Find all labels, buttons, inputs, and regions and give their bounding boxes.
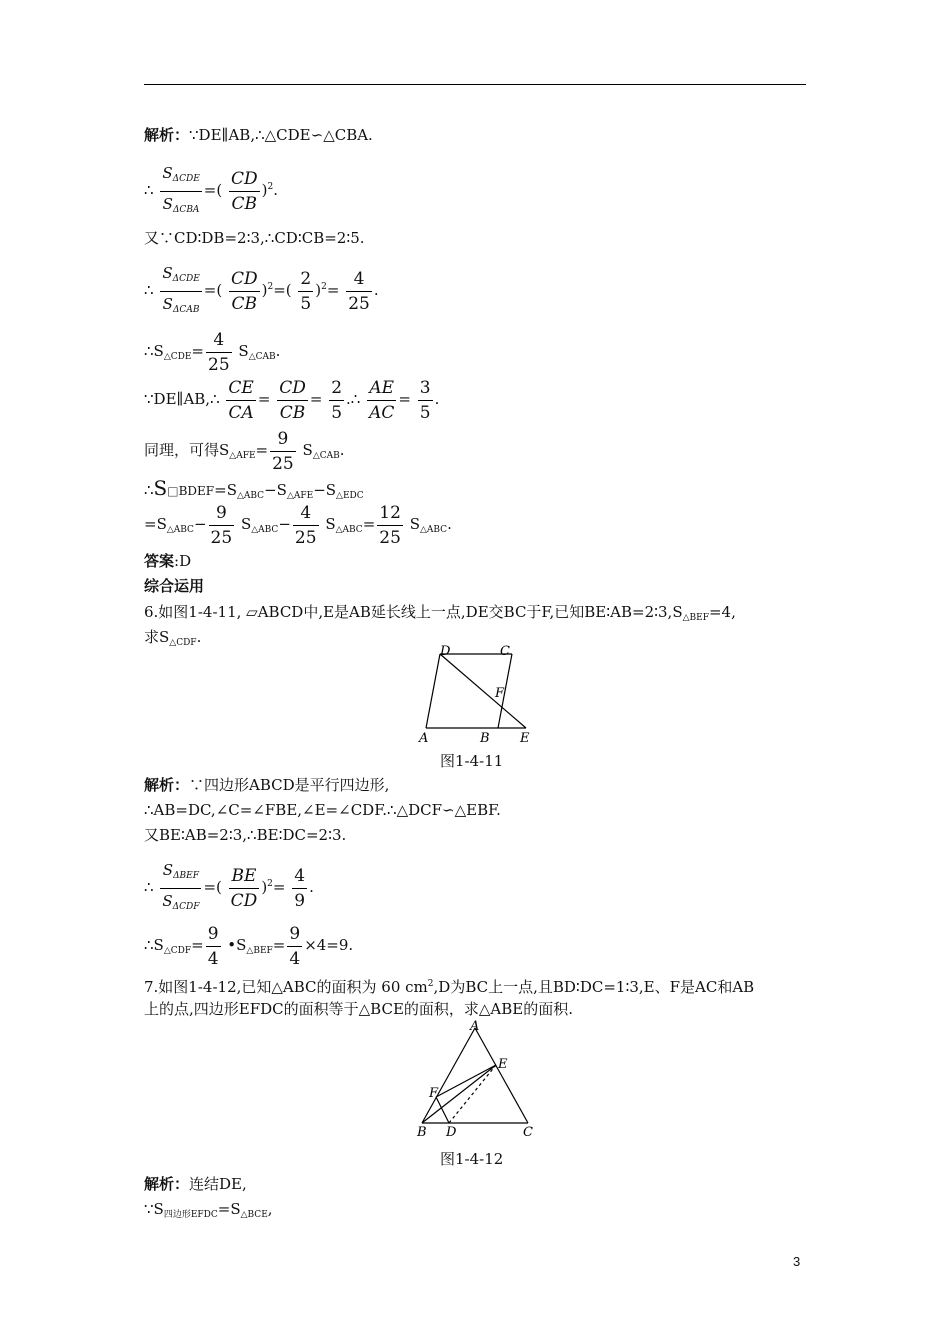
header-rule: [144, 84, 806, 85]
label-d: D: [446, 1125, 457, 1140]
denominator: AC: [369, 402, 395, 423]
fraction: [377, 503, 403, 548]
text: .: [447, 515, 452, 533]
fraction: [329, 378, 344, 423]
text: ×4=9.: [304, 936, 354, 954]
s: S: [162, 263, 173, 282]
solution-6-line-5: [144, 918, 353, 978]
fraction: [293, 503, 319, 548]
text: =S: [144, 515, 167, 533]
exponent: 2: [267, 282, 274, 292]
exponent: 2: [321, 282, 327, 292]
page-number: 3: [793, 1254, 801, 1269]
text: ,: [267, 1200, 273, 1218]
label-c: C: [500, 644, 510, 659]
sub: △AFE: [286, 491, 314, 501]
fraction: [292, 866, 307, 911]
figure-triangle: [412, 1018, 542, 1142]
text: ): [261, 281, 268, 299]
label-b: B: [417, 1125, 427, 1140]
fraction: [287, 924, 302, 969]
sub: △AFE: [229, 451, 256, 461]
label-f: F: [429, 1086, 439, 1101]
label-d: D: [440, 644, 451, 659]
text: .: [273, 181, 278, 199]
text: =: [326, 281, 340, 299]
numerator: AE: [367, 378, 396, 401]
numerator: CD: [229, 269, 260, 292]
text: 7.如图1-4-12,已知△ABC的面积为 60 cm: [144, 978, 428, 996]
text: •S: [227, 936, 247, 954]
s: S: [162, 294, 173, 313]
text: S: [409, 515, 420, 533]
numerator: 2: [298, 269, 313, 292]
sub: △ABC: [335, 525, 363, 535]
question-7-line-2: 上的点,四边形EFDC的面积等于△BCE的面积，求△ABE的面积.: [144, 1000, 574, 1018]
text: =S: [214, 481, 237, 499]
fraction: [160, 263, 201, 320]
s: S: [162, 163, 173, 182]
sub: △BCE: [240, 1210, 268, 1220]
question-6-line-2: [144, 627, 201, 653]
text: =: [257, 390, 271, 408]
denominator: 25: [294, 527, 317, 548]
figure-caption: 图1-4-11: [440, 752, 504, 770]
numerator: 9: [287, 924, 302, 947]
text: =: [191, 342, 204, 360]
solution-6-line-1: [144, 775, 389, 795]
text: ∵S: [144, 1200, 164, 1218]
text: ∴S: [144, 936, 164, 954]
text: =(: [273, 281, 292, 299]
text: =(: [203, 181, 223, 199]
sub: △CAB: [248, 352, 276, 362]
text: S: [153, 476, 168, 500]
equation-line-2: [144, 160, 278, 220]
sub: ΔCAB: [172, 304, 200, 315]
fraction: [206, 924, 221, 969]
text: =: [362, 515, 376, 533]
numerator: 9: [270, 429, 296, 452]
text: S: [325, 515, 336, 533]
sub: △CDF: [169, 638, 197, 648]
denominator: 5: [300, 293, 312, 314]
text: ): [261, 181, 268, 199]
numerator: CD: [277, 378, 308, 401]
label-e: E: [498, 1057, 508, 1072]
fraction: [229, 269, 260, 314]
numerator: 4: [346, 269, 372, 292]
answer-value: :D: [174, 552, 192, 570]
solution-7-line-1: [144, 1174, 247, 1194]
text: ,D为BC上一点,且BD∶DC=1∶3,E、F是AC和AB: [433, 978, 755, 996]
equation-line-4: [144, 260, 379, 320]
numerator: 4: [292, 866, 307, 889]
solution-line-3: [144, 228, 365, 248]
denominator: CB: [231, 293, 258, 314]
text: .: [373, 281, 379, 299]
denominator: 5: [331, 402, 343, 423]
text: .: [434, 390, 440, 408]
question-6-line-1: [144, 602, 736, 628]
denominator: CD: [230, 890, 258, 911]
numerator: 2: [329, 378, 344, 401]
text: −: [193, 515, 207, 533]
question-7-line-1: [144, 974, 754, 997]
equation-line-7: [144, 423, 345, 483]
label-f: F: [495, 686, 505, 701]
fraction: [346, 269, 372, 314]
text: =: [272, 878, 286, 896]
figure-parallelogram: [414, 642, 538, 746]
denominator: 25: [379, 527, 401, 548]
text: S: [240, 515, 252, 533]
numerator: BE: [229, 866, 260, 889]
text: =4,: [708, 603, 736, 621]
fraction: [160, 163, 201, 220]
denominator: CB: [279, 402, 306, 423]
sub: △ABC: [419, 525, 448, 535]
denominator: 5: [419, 402, 431, 423]
label-b: B: [480, 731, 490, 746]
sub: △EDC: [336, 491, 364, 501]
denominator: 25: [272, 453, 294, 474]
solution-7-line-2: [144, 1199, 273, 1225]
text: .: [275, 342, 281, 360]
label-a: A: [470, 1019, 480, 1034]
sub: ΔBEF: [173, 870, 199, 881]
fraction: [209, 503, 235, 548]
text: ): [261, 878, 268, 896]
text: ∵DE∥AB,∴△CDE∽△CBA.: [189, 126, 373, 144]
fraction: [298, 269, 313, 314]
solution-line-1: [144, 125, 373, 145]
text: S: [238, 342, 249, 360]
text: ∵四边形ABCD是平行四边形,: [189, 776, 390, 794]
segment-de: [440, 654, 526, 728]
text: ∵DE∥AB,∴: [144, 390, 220, 408]
text: 6.如图1-4-11, ▱ABCD中,E是AB延长线上一点,DE交BC于F,已知BE∶AB=2∶3,S: [144, 603, 683, 621]
exponent: 2: [427, 979, 434, 989]
parallelogram-symbol: □: [167, 484, 179, 498]
s: S: [162, 860, 174, 879]
s: S: [162, 194, 173, 213]
text: 求S: [144, 628, 170, 646]
text: ): [315, 281, 322, 299]
sub: △CAB: [312, 451, 340, 461]
fraction: [270, 429, 296, 474]
text: =: [309, 390, 323, 408]
figure-caption: 图1-4-12: [440, 1150, 504, 1168]
text: =(: [203, 281, 223, 299]
answer-label: 答案: [144, 552, 175, 570]
text: ∴S: [144, 342, 164, 360]
sub: △CDF: [163, 946, 192, 956]
text: =S: [217, 1200, 241, 1218]
solution-6-line-2: ∴AB=DC,∠C=∠FBE,∠E=∠CDF.∴△DCF∽△EBF.: [144, 801, 501, 819]
sub: △ABC: [251, 525, 279, 535]
numerator: 3: [418, 378, 433, 401]
text: =: [272, 936, 286, 954]
sub: △BEF: [682, 613, 709, 623]
numerator: 9: [206, 924, 221, 947]
s: S: [162, 891, 173, 910]
fraction: [277, 378, 308, 423]
segment-ab: [422, 1028, 475, 1123]
sub: 四边形EFDC: [163, 1210, 218, 1220]
numerator: 4: [293, 503, 319, 526]
text: .: [309, 878, 314, 896]
numerator: 12: [377, 503, 403, 526]
numerator: CD: [229, 169, 260, 192]
fraction: [229, 866, 260, 911]
therefore: ∴: [144, 181, 154, 199]
sub: △CDE: [163, 352, 192, 362]
segment-da: [426, 654, 440, 728]
text: =: [191, 936, 204, 954]
equation-line-6: [144, 372, 439, 426]
solution-label: 解析：: [144, 1175, 190, 1193]
text: 又∵CD∶DB=2∶3,∴CD∶CB=2∶5.: [144, 229, 365, 247]
segment-de: [449, 1065, 496, 1123]
label-c: C: [523, 1125, 533, 1140]
fraction: [206, 330, 232, 375]
label-e: E: [520, 731, 530, 746]
sub: ΔCBA: [172, 204, 200, 215]
sub: ΔCDE: [172, 273, 200, 284]
exponent: 2: [267, 879, 273, 889]
text: =: [398, 390, 411, 408]
sub: BDEF: [178, 484, 215, 498]
denominator: 25: [210, 527, 233, 548]
sub: ΔCDF: [172, 901, 200, 912]
text: =(: [203, 878, 222, 896]
text: −S: [264, 481, 287, 499]
therefore: ∴: [144, 281, 154, 299]
denominator: CA: [228, 402, 254, 423]
numerator: CE: [226, 378, 255, 401]
section-heading: 综合运用: [144, 577, 205, 595]
label-a: A: [419, 731, 429, 746]
text: 同理，可得S: [144, 441, 230, 459]
denominator: 4: [207, 948, 219, 969]
denominator: 4: [289, 948, 301, 969]
text: −S: [313, 481, 337, 499]
text: .: [339, 441, 345, 459]
text: =: [255, 441, 269, 459]
solution-6-line-4: [144, 857, 314, 917]
equation-line-9: [144, 497, 452, 557]
exponent: 2: [267, 182, 274, 192]
text: .: [196, 628, 202, 646]
sub: △BEF: [246, 946, 273, 956]
solution-label: 解析：: [144, 126, 190, 144]
fraction: [226, 378, 255, 423]
answer-line: [144, 551, 191, 571]
numerator: 9: [209, 503, 235, 526]
sub: △ABC: [236, 491, 265, 501]
text: S: [302, 441, 313, 459]
text: 连结DE,: [189, 1175, 247, 1193]
text: −: [278, 515, 291, 533]
solution-6-line-3: 又BE∶AB=2∶3,∴BE∶DC=2∶3.: [144, 826, 347, 844]
fraction: [160, 860, 201, 917]
text: .∴: [346, 390, 361, 408]
denominator: 9: [294, 890, 306, 911]
therefore: ∴: [144, 878, 154, 896]
denominator: CB: [231, 193, 258, 214]
therefore: ∴: [144, 481, 154, 499]
fraction: [367, 378, 396, 423]
sub: △ABC: [166, 525, 194, 535]
fraction: [229, 169, 260, 214]
numerator: 4: [206, 330, 232, 353]
denominator: 25: [348, 293, 370, 314]
fraction: [418, 378, 433, 423]
sub: ΔCDE: [172, 173, 200, 184]
solution-label: 解析：: [144, 776, 190, 794]
denominator: 25: [208, 354, 230, 375]
